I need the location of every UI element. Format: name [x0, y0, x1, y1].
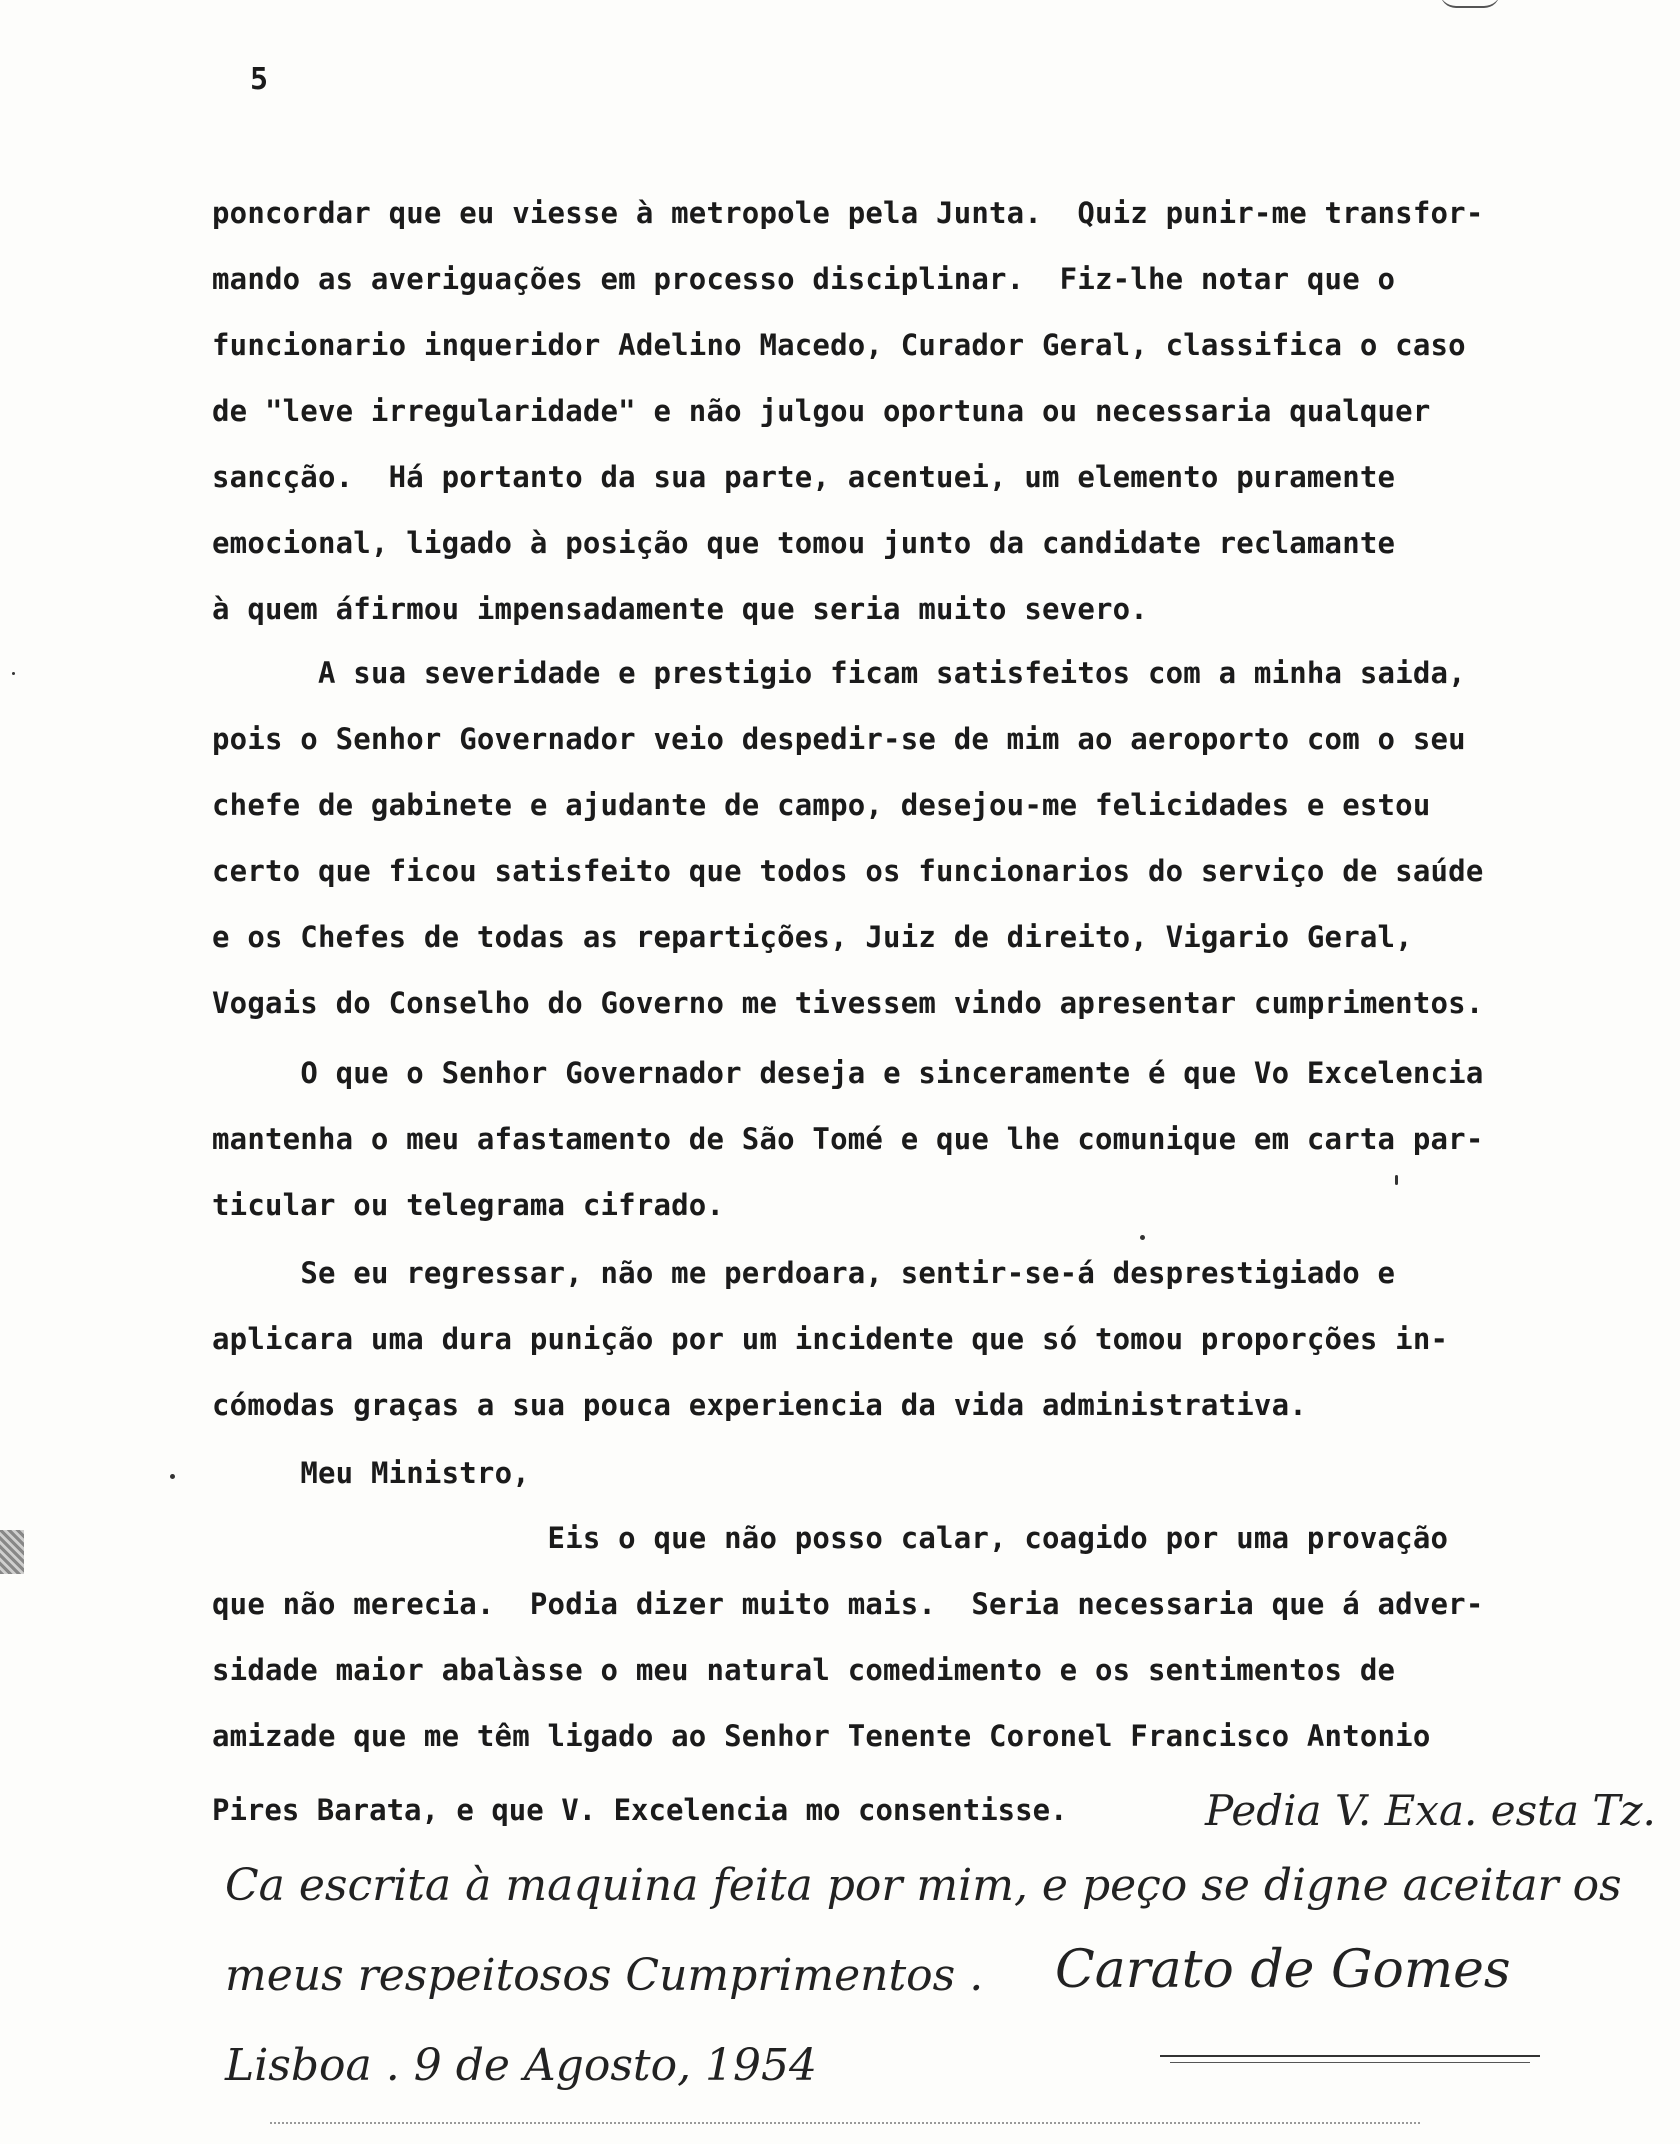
paragraph-text: Meu Ministro, [212, 1456, 530, 1490]
paragraph-text: Se eu regressar, não me perdoara, sentir-se-á desprestigiado e aplicara uma dura punição por um incidente que só tomou proporções in- cómodas graças a sua pouca experiencia da vida administrativa. [212, 1256, 1449, 1422]
handwritten-note-line-3: meus respeitosos Cumprimentos . [225, 1950, 984, 2001]
scan-speck [1395, 1175, 1398, 1185]
paragraph-text: poncordar que eu viesse à metropole pela Junta. Quiz punir-me transfor- mando as averiguações em processo disciplinar. Fiz-lhe notar que o funcionario inqueridor Adelino Macedo, Curador Geral, classifica o caso de "leve irregularidade" e não julgou oportuna ou necessaria qualquer sancção. Há portanto da sua parte, acentuei, um elemento puramente emocional, ligado à posição que tomou junto da candidate reclamante à quem áfirmou impensadamente que seria muito severo. [212, 196, 1484, 626]
corner-mark [1440, 0, 1500, 8]
signature: Carato de Gomes [1055, 1940, 1511, 2000]
handwritten-note-line-2: Ca escrita à maquina feita por mim, e peço se digne aceitar os [225, 1860, 1622, 1911]
scan-speck [170, 1474, 175, 1479]
closing-line: Pires Barata, e que V. Excelencia mo consentisse. [212, 1793, 1068, 1827]
signature-underline [1160, 2055, 1540, 2057]
paragraph-6 [212, 1505, 1652, 1769]
page-number: 5 [250, 62, 269, 97]
paragraph-text: A sua severidade e prestigio ficam satisfeitos com a minha saida, pois o Senhor Governador veio despedir-se de mim ao aeroporto com o seu chefe de gabinete e ajudante de campo, desejou-me felicidades e estou certo que ficou satisfeito que todos os funcionarios do serviço de saúde e os Chefes de todas as repartições, Juiz de direito, Vigario Geral, Vogais do Conselho do Governo me tivessem vindo apresentar cumprimentos. [212, 656, 1484, 1020]
paragraph-text: Eis o que não posso calar, coagido por uma provação que não merecia. Podia dizer muito mais. Seria necessaria que á adver- sidade maior abalàsse o meu natural comedimento e os sentimentos de amizade que me têm ligado ao Senhor Tenente Coronel Francisco Antonio [212, 1521, 1484, 1753]
paragraph-4 [212, 1240, 1652, 1438]
scan-smudge [0, 1530, 24, 1574]
paragraph-3 [212, 1040, 1652, 1238]
handwritten-note-line-1: Pedia V. Exa. esta Tz. [1205, 1786, 1656, 1835]
scan-speck [1140, 1235, 1145, 1240]
scan-speck [12, 672, 15, 675]
signature-underline-secondary [1170, 2062, 1530, 2063]
paragraph-2 [212, 640, 1652, 1036]
scan-edge-dots [270, 2122, 1420, 2124]
paragraph-text: O que o Senhor Governador deseja e sinceramente é que Vo Excelencia mantenha o meu afastamento de São Tomé e que lhe comunique em carta par- ticular ou telegrama cifrado. [212, 1056, 1484, 1222]
paragraph-1 [212, 180, 1652, 642]
handwritten-date: Lisboa . 9 de Agosto, 1954 [225, 2040, 818, 2091]
salutation [212, 1440, 1652, 1506]
